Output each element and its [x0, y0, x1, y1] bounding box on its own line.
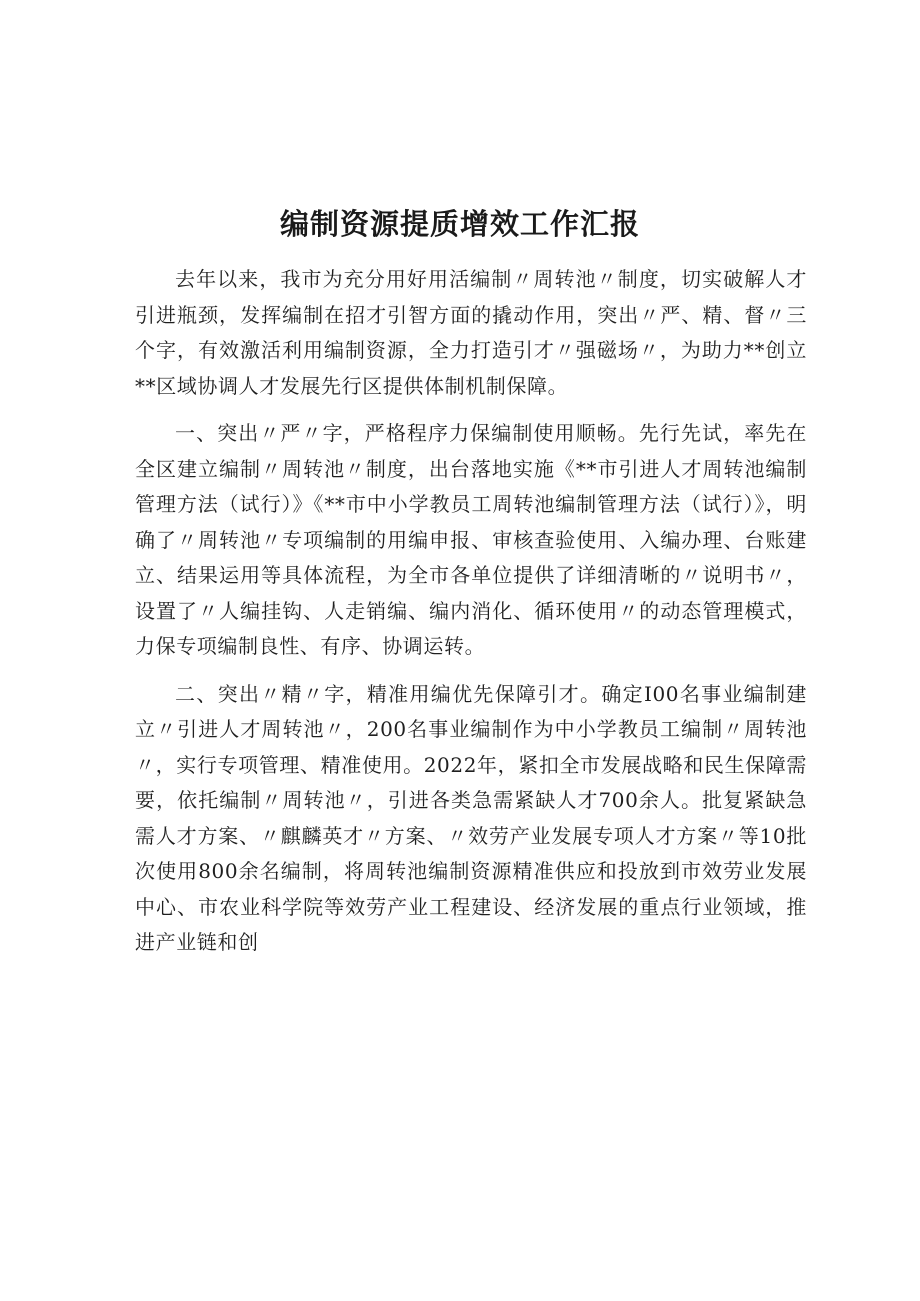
document-title: 编制资源提质增效工作汇报: [279, 207, 640, 241]
paragraph-section-two: 二、突出〃精〃字，精准用编优先保障引才。确定I00名事业编制建立〃引进人才周转池〃，200名事业编制作为中小学教员工编制〃周转池〃，实行专项管理、精准使用。2022年，紧扣全市发展战略和民生保障需要，依托编制〃周转池〃，引进各类急需紧缺人才700余人。批复紧缺急需人才方案、〃麒麟英才〃方案、〃效劳产业发展专项人才方案〃等10批次使用800余名编制，将周转池编制资源精准供应和投放到市效劳业发展中心、市农业科学院等效劳产业工程建设、经济发展的重点行业领域，推进产业链和创: [135, 681, 807, 954]
document-body: [135, 262, 807, 961]
paragraph-intro: 去年以来，我市为充分用好用活编制〃周转池〃制度，切实破解人才引进瓶颈，发挥编制在招才引智方面的撬动作用，突出〃严、精、督〃三个字，有效激活利用编制资源，全力打造引才〃强磁场〃，为助力**创立**区域协调人才发展先行区提供体制机制保障。: [135, 267, 807, 398]
paragraph-section-one: 一、突出〃严〃字，严格程序力保编制使用顺畅。先行先试，率先在全区建立编制〃周转池〃制度，出台落地实施《**市引进人才周转池编制管理方法（试行）》《**市中小学教员工周转池编制管理方法（试行）》，明确了〃周转池〃专项编制的用编申报、审核查验使用、入编办理、台账建立、结果运用等具体流程，为全市各单位提供了详细清晰的〃说明书〃，设置了〃人编挂钩、人走销编、编内消化、循环使用〃的动态管理模式，力保专项编制良性、有序、协调运转。: [135, 421, 807, 658]
